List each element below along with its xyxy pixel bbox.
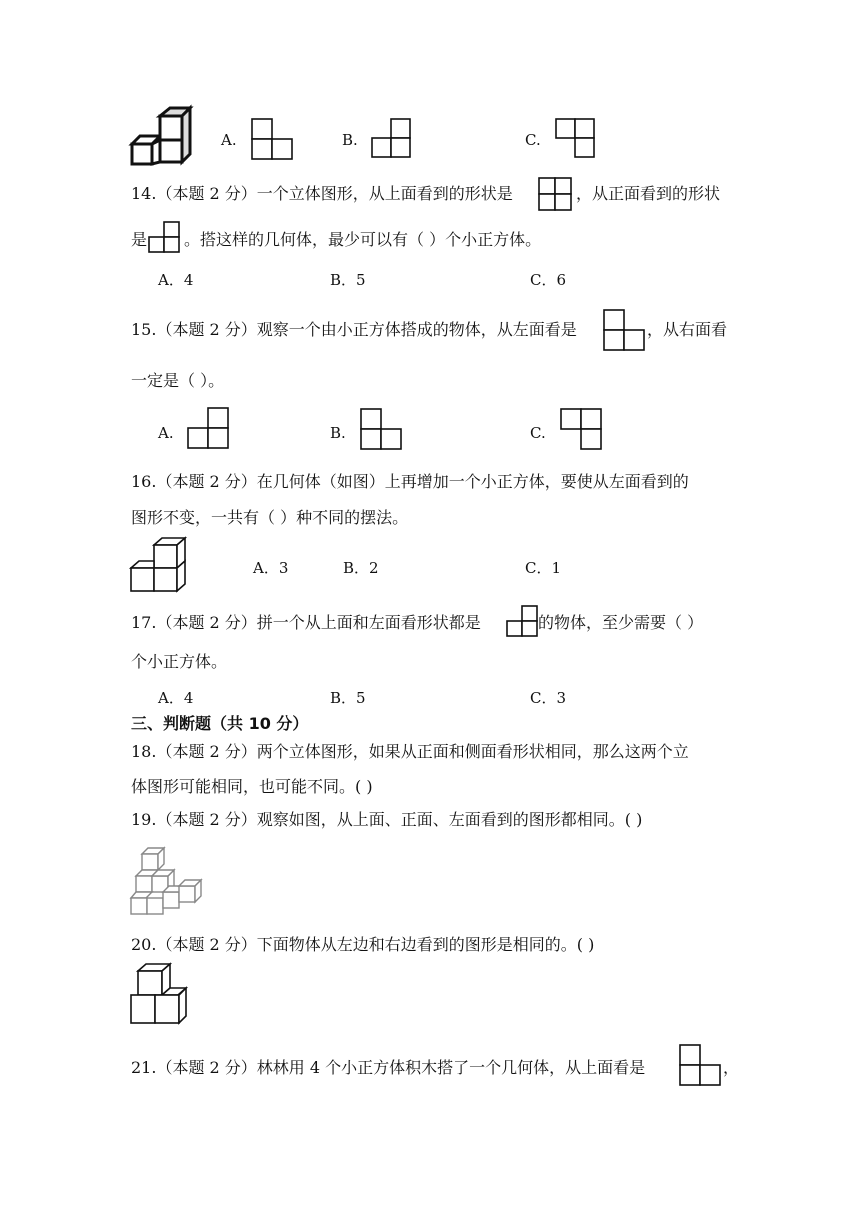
q15-option-a-label[interactable]: A. bbox=[158, 424, 174, 442]
q14-top-view-figure bbox=[538, 177, 574, 213]
q15-text-line1-end: ，从右面看 bbox=[647, 320, 728, 339]
q20-text-line1: 20.（本题 2 分）下面物体从左边和右边看到的图形是相同的。( ) bbox=[131, 935, 595, 954]
q16-text-line2: 图形不变，一共有（ ）种不同的摆法。 bbox=[131, 508, 409, 527]
q13-option-b-label[interactable]: B. bbox=[342, 131, 358, 149]
q17-text-line2: 个小正方体。 bbox=[131, 652, 228, 671]
q15-option-c-label[interactable]: C. bbox=[530, 424, 546, 442]
q14-option-a[interactable]: A．4 bbox=[158, 271, 194, 289]
q16-solid-figure bbox=[130, 537, 190, 595]
section-heading-judgement: 三、判断题（共 10 分） bbox=[131, 714, 309, 733]
q21-text-line1-start: 21.（本题 2 分）林林用 4 个小正方体积木搭了一个几何体，从上面看是 bbox=[131, 1058, 646, 1077]
q15-text-line1-start: 15.（本题 2 分）观察一个由小正方体搭成的物体，从左面看是 bbox=[131, 320, 577, 339]
q14-front-view-figure bbox=[148, 221, 184, 257]
q16-option-c[interactable]: C．1 bbox=[525, 559, 562, 577]
q16-option-a[interactable]: A．3 bbox=[253, 559, 289, 577]
q14-option-b[interactable]: B．5 bbox=[330, 271, 366, 289]
q15-left-view-figure bbox=[603, 309, 647, 353]
q17-text-line1-end: 的物体，至少需要（ ） bbox=[538, 613, 704, 632]
q15-option-a-figure bbox=[187, 407, 231, 451]
q16-text-line1: 16.（本题 2 分）在几何体（如图）上再增加一个小正方体，要使从左面看到的 bbox=[131, 472, 689, 491]
q14-text-line1-end: ，从正面看到的形状 bbox=[576, 184, 721, 203]
q20-solid-figure bbox=[130, 963, 190, 1027]
q21-text-line1-end: ， bbox=[723, 1058, 740, 1077]
q15-option-b-label[interactable]: B. bbox=[330, 424, 346, 442]
q15-text-line2: 一定是（ ）。 bbox=[131, 371, 225, 390]
q16-option-b[interactable]: B．2 bbox=[343, 559, 379, 577]
q18-text-line1: 18.（本题 2 分）两个立体图形，如果从正面和侧面看形状相同，那么这两个立 bbox=[131, 742, 689, 761]
q13-solid-figure bbox=[130, 106, 200, 168]
q13-option-b-figure bbox=[371, 118, 415, 160]
q17-text-line1-start: 17.（本题 2 分）拼一个从上面和左面看形状都是 bbox=[131, 613, 481, 632]
q19-solid-figure bbox=[130, 846, 202, 918]
q13-option-a-label[interactable]: A. bbox=[221, 131, 237, 149]
q13-option-c-label[interactable]: C. bbox=[525, 131, 541, 149]
q19-text-line1: 19.（本题 2 分）观察如图，从上面、正面、左面看到的图形都相同。( ) bbox=[131, 810, 643, 829]
q15-option-b-figure bbox=[360, 408, 404, 452]
q15-option-c-figure bbox=[560, 408, 604, 452]
q21-top-view-figure bbox=[679, 1044, 723, 1088]
q14-text-line1-start: 14.（本题 2 分）一个立体图形，从上面看到的形状是 bbox=[131, 184, 513, 203]
q17-option-b[interactable]: B．5 bbox=[330, 689, 366, 707]
q14-option-c[interactable]: C．6 bbox=[530, 271, 567, 289]
q13-option-a-figure bbox=[251, 118, 295, 160]
q18-text-line2: 体图形可能相同，也可能不同。( ) bbox=[131, 777, 373, 796]
q17-view-figure bbox=[506, 605, 542, 641]
q17-option-a[interactable]: A．4 bbox=[158, 689, 194, 707]
q17-option-c[interactable]: C．3 bbox=[530, 689, 567, 707]
q14-text-line2-start: 是 bbox=[131, 230, 148, 249]
q13-option-c-figure bbox=[555, 118, 599, 160]
q14-text-line2-end: 。搭这样的几何体，最少可以有（ ）个小正方体。 bbox=[184, 230, 542, 249]
